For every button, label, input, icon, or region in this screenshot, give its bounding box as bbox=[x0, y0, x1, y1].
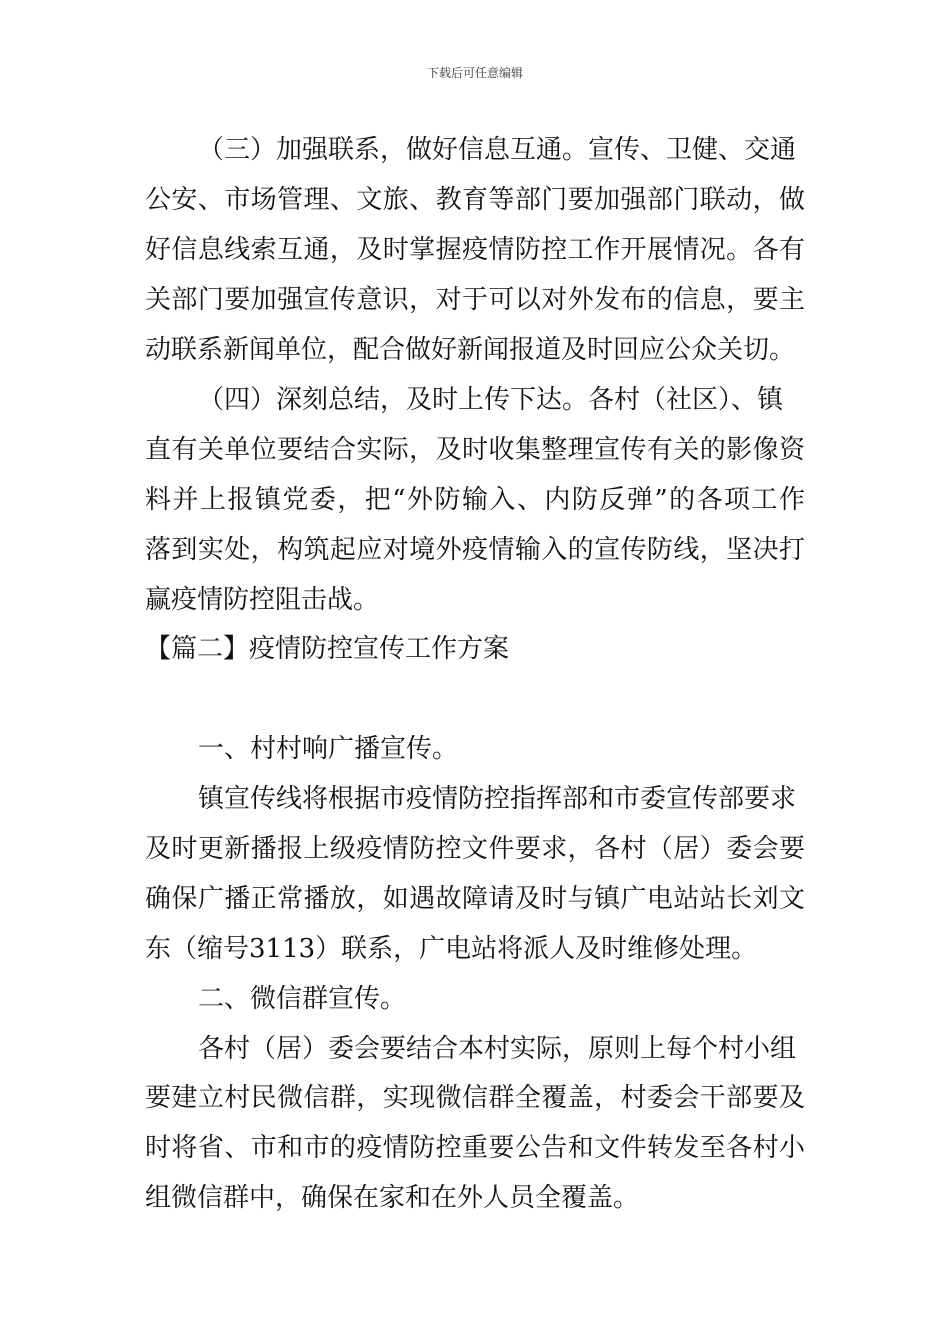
paragraph-line: 确保广播正常播放，如遇故障请及时与镇广电站站长刘文 bbox=[145, 884, 805, 914]
paragraph-line: 公安、市场管理、文旅、教育等部门要加强部门联动，做 bbox=[145, 185, 805, 215]
paragraph-line: 及时更新播报上级疫情防控文件要求，各村（居）委会要 bbox=[145, 834, 805, 864]
paragraph-line: 关部门要加强宣传意识，对于可以对外发布的信息，要主 bbox=[145, 285, 805, 315]
paragraph-line: 要建立村民微信群，实现微信群全覆盖，村委会干部要及 bbox=[145, 1083, 805, 1113]
subsection-heading: 一、村村响广播宣传。 bbox=[198, 734, 459, 764]
paragraph-line: 直有关单位要结合实际，及时收集整理宣传有关的影像资 bbox=[145, 435, 805, 465]
paragraph-line: 赢疫情防控阻击战。 bbox=[145, 585, 380, 615]
subsection-heading: 二、微信群宣传。 bbox=[198, 984, 407, 1014]
paragraph-line: （三）加强联系，做好信息互通。宣传、卫健、交通 bbox=[198, 135, 797, 165]
section-heading: 【篇二】疫情防控宣传工作方案 bbox=[145, 634, 510, 664]
paragraph-line: 落到实处，构筑起应对境外疫情输入的宣传防线，坚决打 bbox=[145, 535, 805, 565]
paragraph-line: 好信息线索互通，及时掌握疫情防控工作开展情况。各有 bbox=[145, 235, 805, 265]
page-header: 下载后可任意编辑 bbox=[426, 66, 523, 80]
paragraph-line: 时将省、市和市的疫情防控重要公告和文件转发至各村小 bbox=[145, 1133, 805, 1163]
paragraph-line: 各村（居）委会要结合本村实际，原则上每个村小组 bbox=[198, 1034, 797, 1064]
paragraph-line: 组微信群中，确保在家和在外人员全覆盖。 bbox=[145, 1183, 640, 1213]
paragraph-line: 动联系新闻单位，配合做好新闻报道及时回应公众关切。 bbox=[145, 335, 796, 365]
paragraph-line: 料并上报镇党委，把“外防输入、内防反弹”的各项工作 bbox=[145, 485, 805, 515]
paragraph-line: （四）深刻总结，及时上传下达。各村（社区）、镇 bbox=[198, 385, 784, 415]
paragraph-line: 东（缩号3113）联系，广电站将派人及时维修处理。 bbox=[145, 934, 758, 964]
paragraph-line: 镇宣传线将根据市疫情防控指挥部和市委宣传部要求 bbox=[198, 784, 797, 814]
